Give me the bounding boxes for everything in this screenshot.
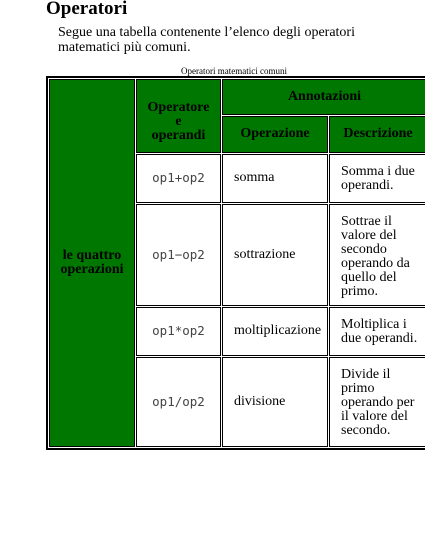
section-heading: Operatori	[46, 0, 128, 19]
header-annotations: Annotazioni	[222, 79, 425, 115]
operation-description: Divide il primo operando per il valore del secondo.	[329, 357, 425, 447]
operator-expression: op1+op2	[136, 154, 221, 203]
header-operator: Operatore e operandi	[136, 79, 221, 153]
operation-name: moltiplicazione	[222, 307, 328, 356]
operation-description: Moltiplica i due operandi.	[329, 307, 425, 356]
header-description: Descrizione	[329, 116, 425, 153]
operation-name: somma	[222, 154, 328, 203]
operator-expression: op1*op2	[136, 307, 221, 356]
operator-expression: op1/op2	[136, 357, 221, 447]
operators-table	[46, 76, 425, 450]
operator-expression: op1−op2	[136, 204, 221, 306]
operation-name: divisione	[222, 357, 328, 447]
table-caption: Operatori matematici comuni	[181, 66, 287, 76]
operation-description: Sottrae il valore del secondo operando da quello del primo.	[329, 204, 425, 306]
operation-description: Somma i due operandi.	[329, 154, 425, 203]
group-label-cell: le quattro operazioni	[49, 79, 135, 447]
operation-name: sottrazione	[222, 204, 328, 306]
intro-paragraph: Segue una tabella contenente l’elenco degli operatori matematici più comuni.	[58, 25, 355, 55]
header-operation: Operazione	[222, 116, 328, 153]
